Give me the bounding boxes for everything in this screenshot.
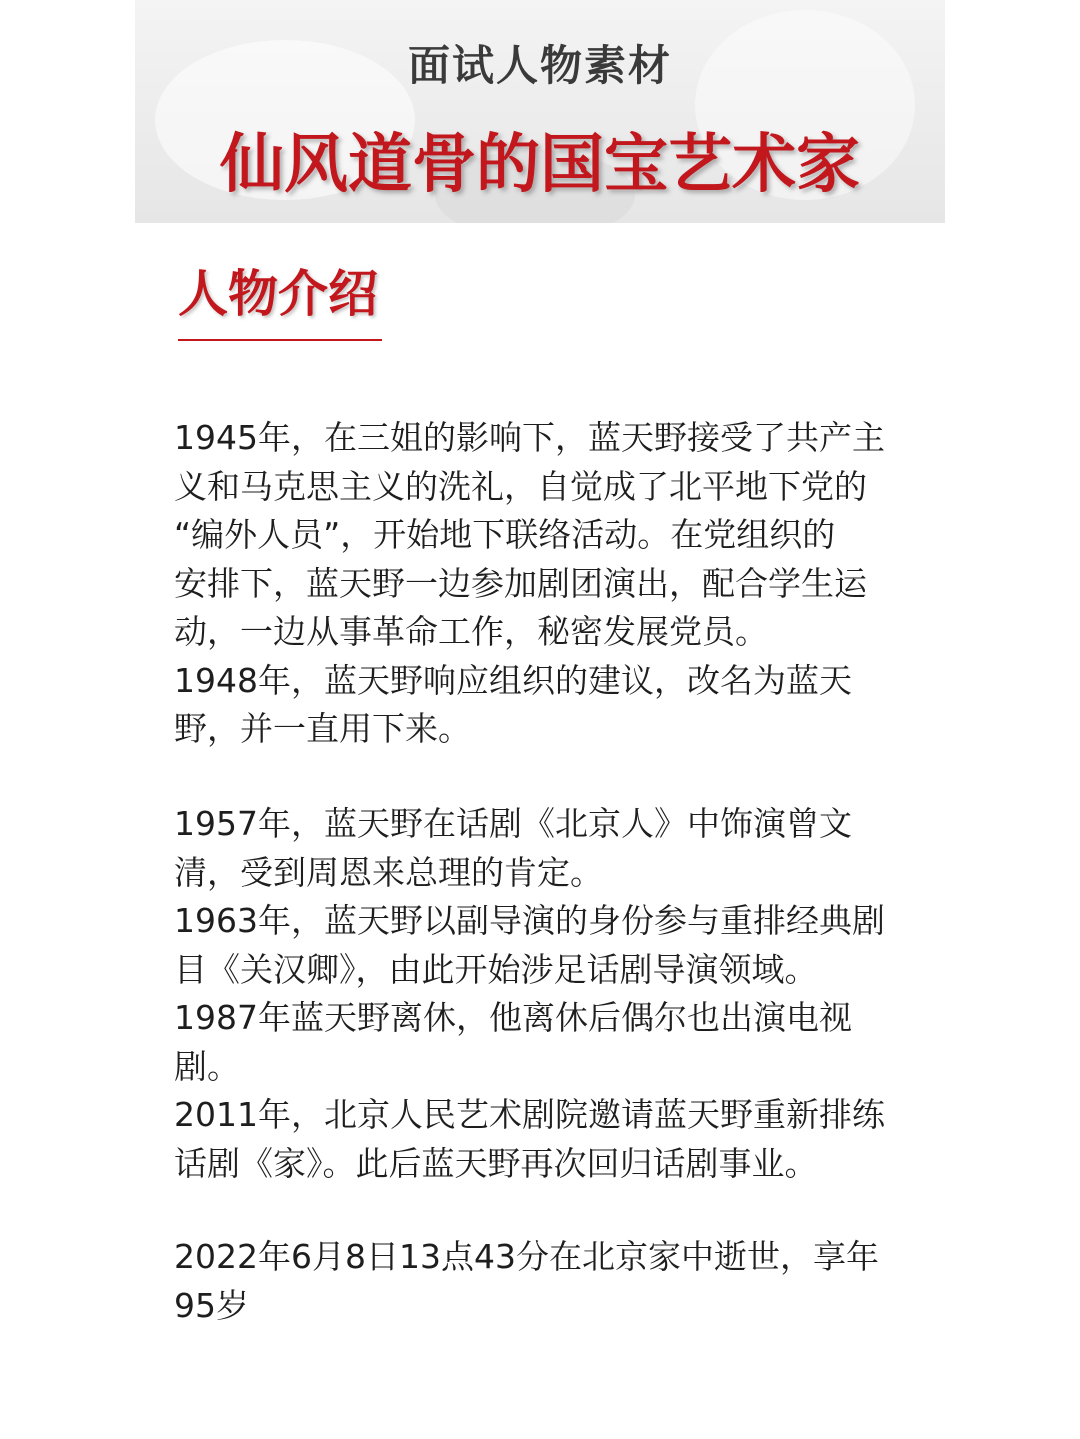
header-banner: [135, 0, 945, 223]
paragraph-2: 1957年，蓝天野在话剧《北京人》中饰演曾文 清，受到周恩来总理的肯定。 1963年，蓝天野以副导演的身份参与重排经典剧 目《关汉卿》，由此开始涉足话剧导演领域。 1987年蓝天野离休，他离休后偶尔也出演电视 剧。 2011年，北京人民艺术剧院邀请蓝天野重新排练 话剧《家》。此后蓝天野再次回归话剧事业。: [174, 804, 885, 1183]
banner-title: 仙风道骨的国宝艺术家: [220, 127, 860, 202]
section-heading: 人物介绍: [178, 264, 378, 323]
banner-subtitle: 面试人物素材: [407, 41, 672, 90]
paragraph-1: 1945年，在三姐的影响下，蓝天野接受了共产主 义和马克思主义的洗礼，自觉成了北平地下党的 “编外人员”，开始地下联络活动。在党组织的 安排下，蓝天野一边参加剧团演出，配合学生运 动，一边从事革命工作，秘密发展党员。 1948年，蓝天野响应组织的建议，改名为蓝天 野，并一直用下来。: [174, 418, 885, 748]
section-underline: [178, 339, 382, 341]
paragraph-3: 2022年6月8日13点43分在北京家中逝世，享年 95岁: [174, 1237, 879, 1325]
